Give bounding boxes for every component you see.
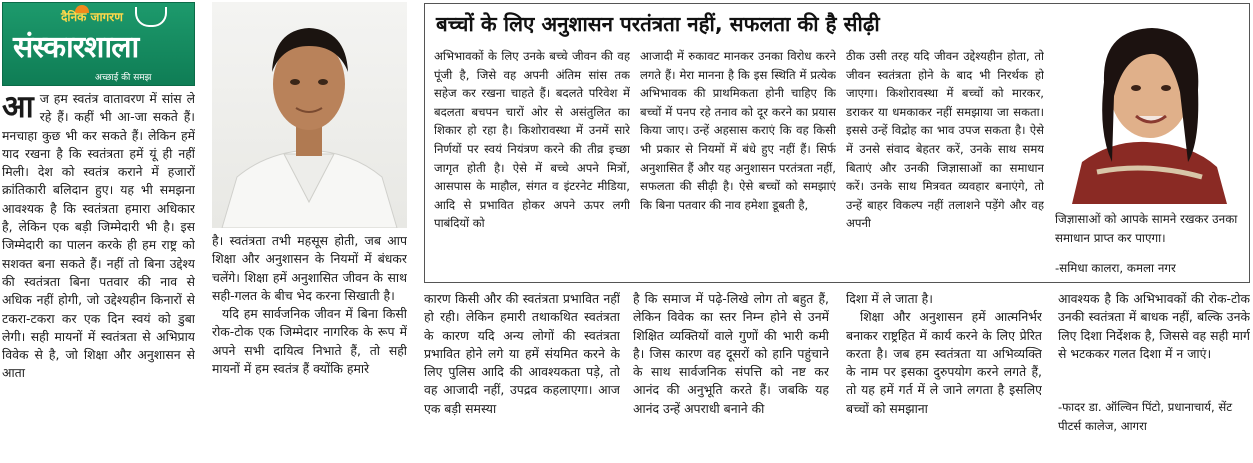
logo-title: संस्कारशाला [13,30,139,65]
boxed-article-col1: अभिभावकों के लिए उनके बच्चे जीवन की वह पूंजी है, जिसे वह अपनी अंतिम सांस तक सहेज कर रखना चाहते हैं। बदलते परिवेश में बदलता बचपन चारों ओर से असंतुलित का शिकार हो रहा है। किशोरावस्था में उनमें सारे निर्णयों पर स्वयं नियंत्रण करने की तीव्र इच्छा जागृत होती है। ऐसे में बच्चे अपने मित्रों, आसपास के माहौल, संगत व इंटरनेट मीडिया, आदि से प्रभावित होकर अपने ऊपर लगी पाबंदियों को [434,49,630,231]
boxed-article-headline: बच्चों के लिए अनुशासन परतंत्रता नहीं, सफलता की है सीढ़ी [436,12,880,36]
main-article-signature: -फादर डा. ऑल्विन पिंटो, प्रधानाचार्य, सेंट पीटर्स कालेज, आगरा [1058,400,1233,433]
main-article-col6: आवश्यक है कि अभिभावकों की रोक-टोक उनकी स्वतंत्रता में बाधक नहीं, बल्कि उनके लिए दिशा निर्देशक है, जिससे वह सही मार्ग से भटककर गलत दिशा में न जाएं। [1058,291,1250,361]
publisher-name: दैनिक जागरण [61,10,123,24]
main-article-col1-text: ज हम स्वतंत्र वातावरण में सांस ले रहे हैं। कहीं भी आ-जा सकते हैं। मनचाहा कुछ भी कर सकते हैं। लेकिन हमें याद रखना है कि स्वतंत्रता हमें यूं ही नहीं मिली। देश को स्वतंत्र कराने में हजारों क्रांतिकारी बलिदान हुए। यह भी समझना आवश्यक है कि स्वतंत्रता हमारा अधिकार है, लेकिन एक बड़ी जिम्मेदारी भी है। इस जिम्मेदारी का पालन करके ही हम राष्ट्र को सशक्त बना सकते हैं। नहीं तो बिना उद्देश्य की स्वतंत्रता बिना पतवार की नाव से अधिक नहीं होगी, जो उद्देश्यहीन किनारों से टकरा-टकरा कर एक दिन स्वयं को डुबा लेगी। सही मायनों में स्वतंत्रता से अभिप्राय विवेक से है, जो शिक्षा और अनुशासन से आता [2,91,195,381]
boxed-article-col3: ठीक उसी तरह यदि जीवन उद्देश्यहीन होता, तो जीवन स्वतंत्रता होने के बाद भी निरर्थक हो जाएगा। किशोरावस्था में बच्चों को मारकर, डराकर या धमकाकर नहीं समझाया जा सकता। इससे उन्हें विद्रोह का भाव उपज सकता है। ऐसे में उनसे संवाद बेहतर करें, उनके साथ समय बिताएं और उनकी जिज्ञासाओं का समाधान करें। उनके साथ मित्रवत व्यवहार बनाएंगे, तो उन्हें बाहर विकल्प नहीं तलाशने पड़ेंगे और वह अपनी [846,49,1044,231]
main-article-col3: कारण किसी और की स्वतंत्रता प्रभावित नहीं हो रही। लेकिन हमारी तथाकथित स्वतंत्रता के कारण यदि अन्य लोगों की स्वतंत्रता प्रभावित होने लगे या हमें संयमित करने के लिए पुलिस आदि की आवश्यकता पड़े, तो वह आजादी नहीं, उपद्रव कहलाएगा। आज एक बड़ी समस्या [424,291,620,416]
main-article-col5 [846,290,1042,460]
main-article-col4: है कि समाज में पढ़े-लिखे लोग तो बहुत हैं, लेकिन विवेक का स्तर निम्न होने से उनमें शिक्षित व्यक्तियों वाले गुणों की भारी कमी है। जिस कारण वह दूसरों को हानि पहुंचाने के साथ सार्वजनिक संपत्ति को नष्ट कर आनंद की अनुभूति करते हैं। जबकि यह आनंद उन्हें अपराधी बनाने की [633,291,829,416]
main-article-col1 [2,90,195,460]
author-photo-principal [212,2,407,228]
main-article-col5-para1: दिशा में ले जाता है। [846,291,933,306]
main-article-col5-para2: शिक्षा और अनुशासन हमें आत्मनिर्भर बनाकर राष्ट्रहित में कार्य करने के लिए प्रेरित करता है। जब हम स्वतंत्रता या अभिव्यक्ति के नाम पर इसका दुरुपयोग करने लगते हैं, तो यह हमें गर्त में ले जाने लगता है इसलिए बच्चों को समझाना [846,309,1042,416]
diya-icon [135,7,167,27]
boxed-article-col2: आजादी में रुकावट मानकर उनका विरोध करने लगते हैं। मेरा मानना है कि इस स्थिति में प्रत्येक अभिभावक की प्राथमिकता होनी चाहिए कि बच्चों में पनप रहे तनाव को दूर करने का प्रयास किया जाए। उन्हें अहसास कराएं कि वह किसी भी प्रकार से नियमों में बंधे हुए नहीं हैं। सिर्फ अनुशासित हैं और यह अनुशासन परतंत्रता नहीं, सफलता की सीढ़ी है। ऐसे बच्चों को समझाएं कि बिना पतवार की नाव हमेशा डूबती है, [640,49,836,212]
author-photo-parent [1052,12,1242,204]
main-article-col2-para2: यदि हम सार्वजनिक जीवन में बिना किसी रोक-टोक एक जिम्मेदार नागरिक के रूप में अपने सभी दायित्व निभाते हैं, तो सही मायनों में हम स्वतंत्र हैं क्योंकि हमारे [212,306,407,377]
sanskarshala-logo [2,2,195,86]
boxed-article-signature: -समिधा कालरा, कमला नगर [1055,261,1176,275]
main-article-col2 [212,232,407,460]
drop-cap: आ [2,90,34,125]
main-article-col2-para1: है। स्वतंत्रता तभी महसूस होती, जब आप शिक्षा और अनुशासन के नियमों में बंधकर चलेंगे। शिक्षा हमें अनुशासित जीवन के साथ सही-गलत के बीच भेद करना सिखाती है। [212,233,407,303]
logo-tagline: अच्छाई की समझ [95,73,152,83]
boxed-article-caption: जिज्ञासाओं को आपके सामने रखकर उनका समाधान प्राप्त कर पाएगा। [1055,212,1238,245]
